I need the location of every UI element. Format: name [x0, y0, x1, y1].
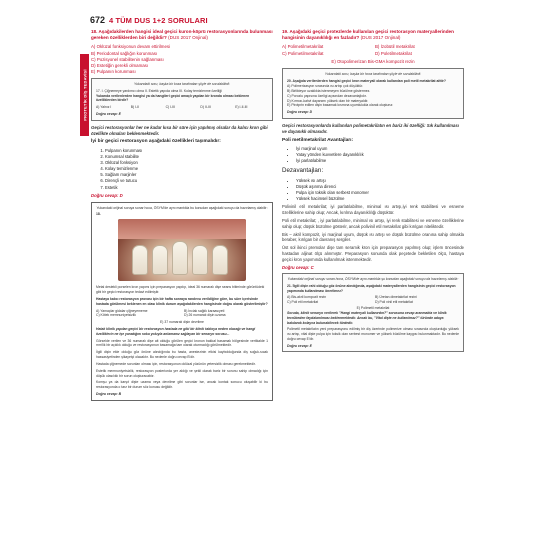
list-item: • Yüksek hacimsel büzülme — [296, 196, 464, 202]
list-item: • Pulpa için toksik olan serbest monomer — [296, 190, 464, 196]
right-column — [282, 29, 464, 356]
paragraph: Bis – akril kompozit, iyi marjinal uyum, düşük ısı artışı ve düşük büzülme oranına sahip olmakla beraber, kırılgan bir davranış sergiler. — [282, 231, 464, 243]
alternate-question-answer: Doğru cevap: E — [287, 343, 312, 348]
alternate-question-intro: Yukarıdaki orijinal soruyu soran hoca, ÖSYM'de aynı mantıkla şu konudan aşağıdaki soruyu da hazırlamış olabilir: — [287, 277, 459, 282]
question-19: 19. Aşağıdaki geçici protezlerde kullanılan geçici restorasyon materyallerinden hangisinin dayanıklılığı en fazladır? (DUS 2017 Onjinal) — [282, 29, 454, 41]
chapter-side-tab-label: PROTETİK DİŞ TEDAVİSİ — [82, 69, 87, 121]
list-item: • Yatay yönden kuvvetlere dayanıklılık — [296, 152, 464, 158]
list-item: 6. Dirençli ve tutucu — [105, 178, 273, 184]
photo-question-options: A) Yamaçlar gidalar çiğneyememe B) İnciak sağlık karaasıyeti C) Kötek memnuniyetsizlik D) 26 numaralı dişin uzama — [96, 308, 226, 318]
question-18-option: E) Pulpanın korunması — [91, 69, 136, 74]
list-item: • Düşük aşınma direnci — [296, 184, 464, 190]
disadvantages-title: Dezavantajları: — [282, 167, 324, 175]
alternate-question-answer: Doğru cevap: E — [96, 111, 121, 116]
ideal-features-title: İyi bir geçici restorasyon aşağıdaki özellikleri taşımalıdır: — [91, 139, 221, 145]
alternate-question-text: Yukarıda verilenlerden hangisi ya da hangileri geçici amaçlı yapılan bir kronda olması beklenen özelliklerden birdir? — [96, 93, 250, 103]
page-number: 672 — [90, 15, 106, 25]
alternate-question-box — [91, 78, 273, 121]
advantages-list — [296, 146, 464, 164]
chapter-side-tab — [80, 54, 89, 136]
alternate-question-box-2: Yukarıdaki orijinal soruyu soran hoca, ÖSYM'de aynı mantıkla şu konudan aşağıdaki soruyu da hazırlamış olabilir: 21. İlgili dişin rahi olduğu göz önüne alındığında, aşağıdaki materyallerden hangisinin geçici restorasyon yapımında kullanılması önerilmez? A) Bis-akril kompozit rezin B) Üretan dimetakrilat rezini C) Poli etil metakrilat D) Poli vinil etil metakrilat E) Polimetil metakrilat Soruda, klinik senaryo verilerek "Hangi materyali kullanırdın?" sorusuna cevap aranmakta ve klinik tecrübeden faydalanılması beklenmektedir. Ancak bu, "Vital dişte ne kullanılmaz?" türünde adaya bakılarak kolayca bulunabilecek türdedir. Polimetil metakrilatın yeni preparasyonu edilmiş bir diş üzerinde polimerize olması sırasında oluşturduğu yüksek ısı artışı, vital dişte pulpa için toksik olan serbest monomer ve yüksek büzülme kaygısı bulunmaktadır. Bu nedenle doğru cevap E'dir. Doğru cevap: E — [282, 273, 464, 352]
page-header — [90, 13, 490, 27]
advantages-title: Poli metilmetakrilat Avantajları: — [282, 137, 354, 143]
clinical-tooth-photo — [118, 219, 246, 281]
alternate-question-intro: Yukarıdaki soru, başka bir koza tarafından şöyle de sorulabilirdi: — [134, 82, 230, 87]
alternate-question-items: 17. I. Çiğnemeye yardımcı olma II. Estetik yapıda olma III. Kolay temizlenme özelliği — [96, 88, 222, 93]
alternate-question-text: 21. İlgili dişin rahi olduğu göz önüne alındığında, aşağıdaki materyallerden hangisinin geçici restorasyon yapımında kullanılması önerilmez? — [287, 284, 456, 293]
alternate-question-answer: Doğru cevap: D — [287, 110, 313, 115]
explanation-bold: Geçici restorasyonlar her ne kadar kısa bir süre için yapılmış olsalar da kalıcı kron gibi özellikte olmaları beklenmektedir. — [91, 124, 268, 136]
list-item: • İyi marjinal uyum — [296, 146, 464, 152]
alternate-question-bold-note: Soruda, klinik senaryo verilerek "Hangi materyali kullanırdın?" sorusuna cevap aranmakta ve klinik tecrübeden faydalanılması beklenmektedir. Ancak bu, "Vital dişte ne kullanılmaz?" türünde adaya bakılarak kolayca bulunabilecek türdedir. — [287, 311, 447, 325]
question-18: 18. Aşağıdakilerden hangisi ideal geçici kuron-köprü restorasyonlarında bulunması gereken özelliklerden biri değildir? (DUS 2017 Onjinal) — [91, 29, 273, 41]
alternate-question-options: A) Bis-akril kompozit rezin B) Üretan dimetakrilat rezini C) Poli etil metakrilat D) Poli vinil etil metakrilat — [287, 294, 417, 304]
paragraph: Poli etil metakrilat; , iyi parlatılabilme, minimal ısı artışı, iyi renk stabilitesi ve esneme özelliklerine sahip olup; düşük büzülme gösterir, ancak polivinil etil metakrilat gibi kırılgan niteliktedir. — [282, 217, 464, 229]
paragraph: Polivinil etil metakrilat; iyi parlatılabilme, minimal ısı artışı,iyi renk stabilitesi ve esneme özelliklerine sahip olup; Ancak, kırılma dayanıklılığı düşüktür. — [282, 204, 464, 216]
question-18-option: D) Estetiğin gerekli olmaması — [91, 62, 149, 68]
clinical-photo-question-box: Yukarıdaki orijinal soruya sonar hoca, ÖSYM'de aynı mantıkla bu konudan aşağıdaki soruyu da hazırlamış olabilir: 18. Metal destekli porselen kron yapımı için preparasyon yapılıp, ideal 36 numaralı dişe seans bitiminde görüntüdeki gibi bir geçici restorasyon tedavi edilmiştir. Hastaya kalıcı restorasyon provası için bir hafta sonraya randevu verildiğine göre, bu süre içerisinde hastada görülmesi beklenen en olası klinik durum aşağıdakilerden hangisinde doğru olarak gösterilmiştir? A) Yamaçlar gidalar çiğneyememe B) İnciak sağlık karaasıyeti C) Kötek memnuniyetsizlik D) 26 numaralı dişin uzama E) 37 numaralı dişin devrilme Hatalı klinik yapılan geçici bir restorasyon hastada ne gibi bir klinik tabloya neden olacağı ve hangi özelliklerin ne işe yaradığını soka yoluyla anlamanız sağlayan bir senaryo sorusu... Görselde verilen ve 36 numaralı dişe ait olduğu görülen geçici kronun bakkal basamak bölgesinde vertikalde 1 mm'lik bir açıklık olduğu ve restorasyonun basamağa tam olarak oturmadığı görülmektedir. İlgili dişin ekle olduğu göz önüne alındığında bu hasta, anestezinin etkisi kaybolduğunda diş soğuk-sıcak hassasiyetinden şikayetçi olacaktır. Bu nedenle doğru cevap B'dir. Hastada çiğnemede sorunları olması için, restorasyonun oklüzal yüzünün yetersizlik olması gerekmektedir. Estetik memnuniyetsizlik, restorasyon posteriorda yer aldığı ve şekli olarak bariz bir sorunu sahip olmadığı için düşük olasılıklı bir sorun oluşturacaktır. Komşu ya da karşıt dişte uzama veya devrilme gibi sorunlar ise, ancak kontak sonucu oluşabilir ki bu restorasyonda o tarz bir durum söz konusu değildir. Doğru cevap: B — [91, 202, 273, 401]
question-18-answer: Doğru cevap: D — [91, 192, 123, 198]
list-item: 7. Estetik — [105, 185, 273, 191]
alternate-question-options: A) Yalnız I B) I-II C) I-III D) II-III E) I-II-III — [96, 105, 248, 110]
book-title: 4 TÜM DUS 1+2 SORULARI — [109, 15, 208, 25]
question-19-option-e: E) Otopolimerizan Bis-GMA kompozit rezin — [331, 58, 415, 64]
photo-question-bold-note: Hatalı klinik yapılan geçici bir restorasyon hastada ne gibi bir klinik tabloya neden olacağı ve hangi özelliklerin ne işe yaradığını soka yoluyla anlamanız sağlayan bir senaryo sorusu... — [96, 326, 256, 336]
alternate-question-box: Yukarıdaki soru, başka bir hoca tarafından şöyle de sorulabilirdi: 20. Aşağıda verilenlerden hangisi geçici kron materyali olarak kullanılan poli metil metakrilat aittir? A) Polimerizasyon sırasında ısı artışı çok düşüktür. B) Birlikteyor uzaklıkta istenmeyen büzülme göstermez. C) Porozlu yapısına özeligi açısından dezavantajlıdır. D) Kırmızı-kahvi dayanımı yüksek olan bir materyaldir. E) Pirotprin edilen dişin basamak kısmına uyumlulukla olarak oluşturur. Doğru cevap: D — [282, 68, 464, 119]
question-19-answer: Doğru cevap: C — [282, 264, 314, 270]
photo-question-answer: Doğru cevap: B — [96, 392, 122, 397]
list-item: • İyi parlatılabilme — [296, 158, 464, 164]
left-column — [91, 29, 273, 401]
ideal-features-list — [105, 148, 273, 191]
photo-question-text: Hastaya kalıcı restorasyon provası için bir hafta sonraya randevu verildiğine göre, bu süre içerisinde hastada görülmesi beklenen en olası klinik durum aşağıdakilerden hangisinde doğru olarak gösterilmiştir? — [96, 296, 268, 306]
photo-question-number: 18. — [96, 212, 101, 217]
question-18-option: A) Oklüzal fonksiyonun devam ettirilmesi — [91, 44, 171, 50]
list-item: 2. Konumsal stabilite — [105, 154, 273, 160]
list-item: 3. Oklüzal fonksiyon — [105, 160, 273, 166]
list-item: • Yüksek ısı artışı — [296, 178, 464, 184]
list-item: 5. Sağlam marjinler — [105, 172, 273, 178]
alternate-question-intro: Yukarıdaki soru, başka bir hoca tarafından şöyle de sorulabilirdi: — [324, 71, 422, 76]
question-19-options: A) Polimetilmetakrilat B) İzobütil metakrilat C) Polimetilmetakrilat D) Poletilmetakrilat — [282, 44, 415, 56]
question-18-option: B) Periodontal sağlığın korunması — [91, 50, 158, 56]
list-item: 1. Pulpanın korunması — [105, 148, 273, 154]
explanation-bold: Geçici restorasyonlarda kullanılan polimetakrilatın en bariz iki özelliği: Sık kullanılması ve dayanıklı olmasıdır. — [282, 122, 459, 134]
alternate-question-text: 20. Aşağıda verilenlerden hangisi geçici kron materyali olarak kullanılan poli metil metakrilat aittir? — [287, 78, 446, 83]
list-item: 4. Kolay temizlenme — [105, 166, 273, 172]
photo-caption: Metal destekli porselen kron yapımı için preparasyon yapılıp, ideal 36 numaralı dişe seans bitiminde görüntüdeki gibi bir geçici restorasyon tedavi edilmiştir. — [96, 285, 265, 295]
photo-question-intro: Yukarıdaki orijinal soruya sonar hoca, ÖSYM'de aynı mantıkla bu konudan aşağıdaki soruyu da hazırlamış olabilir: — [96, 205, 268, 210]
disadvantages-list — [296, 178, 464, 202]
question-18-option: C) Pozisyonel stabilitenin sağlanması — [91, 56, 164, 62]
paragraph: Üst sol ikinci premolar dişe tam seramik kron için preparasyon yapılmış olup; işlem öncesinde hastadan aljinat ölçü alınmıştır. Preparasyon sonunda olak peçetede bekletilen ölçü, hastaya geçici kron yapımında kullanılmak istenmektedir. — [282, 245, 464, 262]
